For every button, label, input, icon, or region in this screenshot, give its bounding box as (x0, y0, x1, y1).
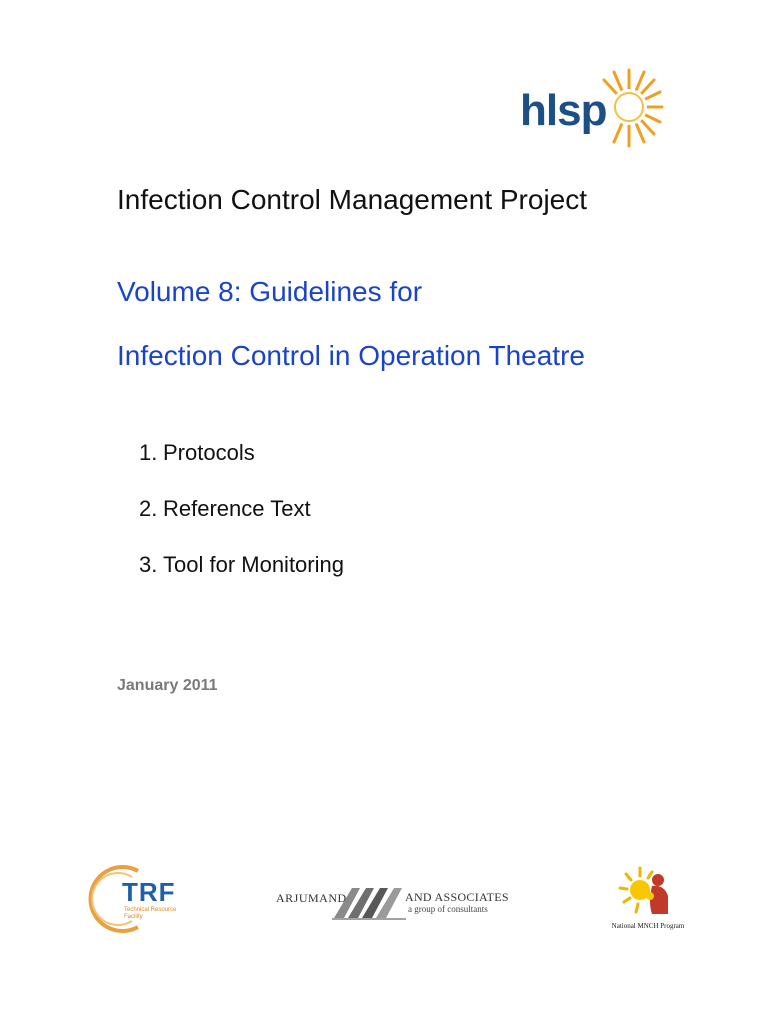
contents-item-number: 3. (139, 552, 158, 577)
document-date: January 2011 (117, 677, 218, 694)
sun-icon (594, 62, 664, 152)
contents-item (139, 440, 255, 466)
contents-item (139, 496, 311, 522)
hlsp-logo (516, 58, 666, 153)
arjumand-tagline: a group of consultants (408, 904, 488, 914)
trf-name: TRF (122, 877, 176, 907)
arjumand-left-word: ARJUMAND (276, 891, 347, 905)
contents-item-label: Tool for Monitoring (163, 552, 344, 577)
contents-item-label: Reference Text (163, 496, 311, 521)
mnch-caption: National MNCH Program (611, 922, 685, 930)
arjumand-logo (272, 880, 512, 922)
contents-item-number: 1. (139, 440, 158, 465)
volume-subtitle: Infection Control in Operation Theatre (117, 340, 585, 371)
contents-item (139, 552, 344, 578)
arjumand-emblem-icon (330, 882, 410, 922)
volume-title: Volume 8: Guidelines for (117, 276, 423, 307)
mother-child-sun-icon (612, 862, 684, 922)
arjumand-right-word: AND ASSOCIATES (405, 890, 509, 904)
hlsp-logo-text: hlsp (520, 86, 607, 135)
project-title: Infection Control Management Project (117, 184, 588, 215)
trf-subtitle: Technical Resource Facility (124, 907, 177, 920)
contents-item-number: 2. (139, 496, 158, 521)
trf-logo (88, 863, 206, 935)
mnch-logo (598, 862, 698, 934)
contents-item-label: Protocols (163, 440, 255, 465)
